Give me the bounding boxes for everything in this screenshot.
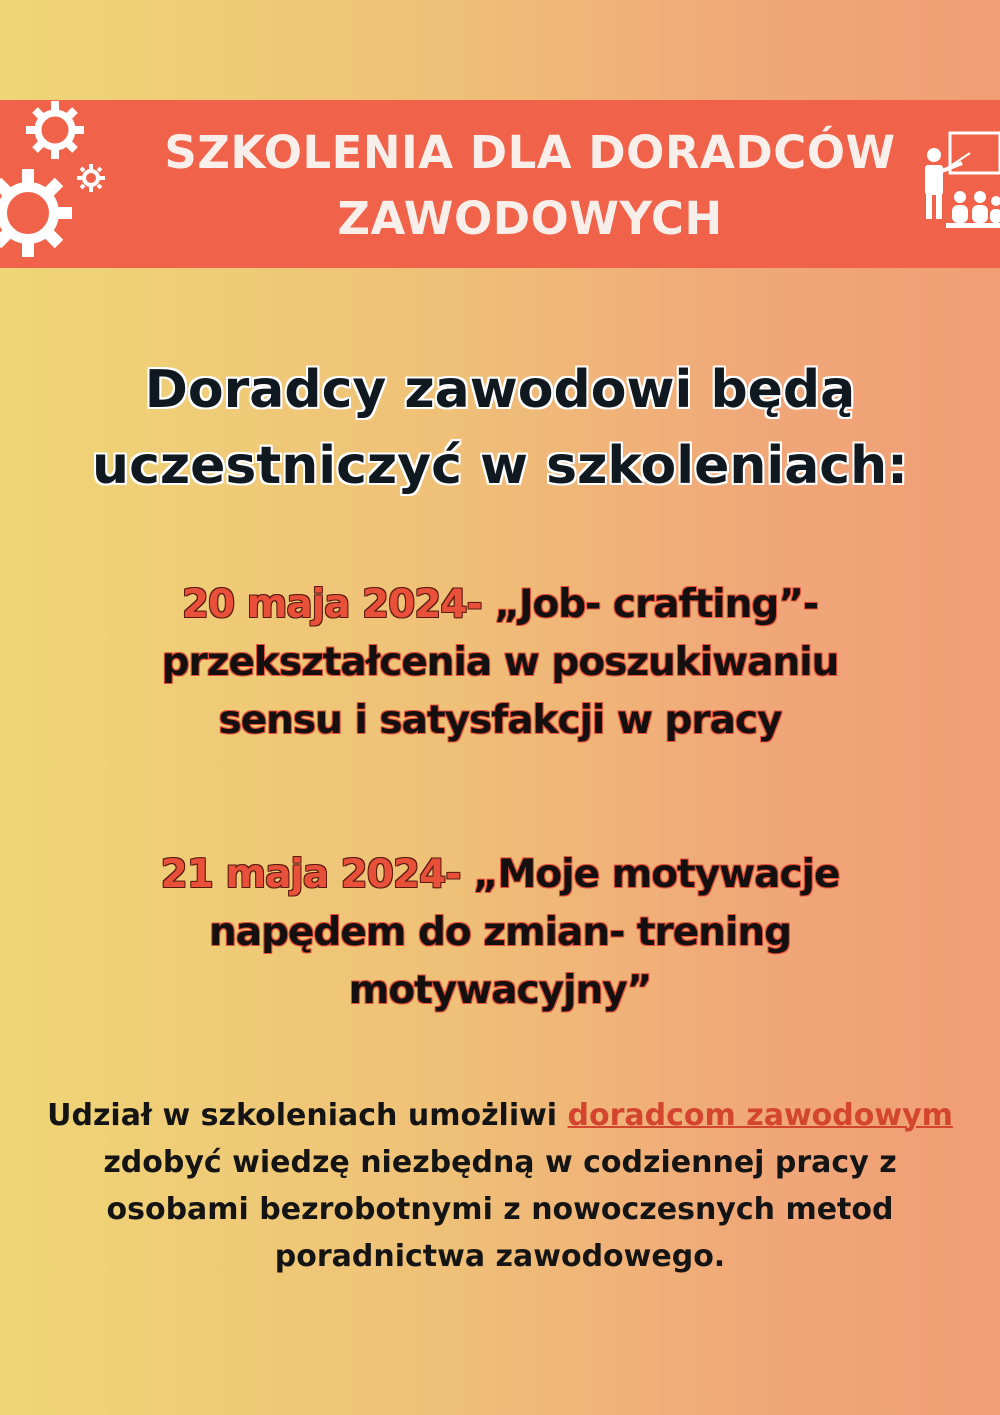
info-paragraph xyxy=(30,1092,970,1280)
gears-icon xyxy=(0,95,120,275)
training-item-1 xyxy=(100,576,900,750)
career-advisors-link[interactable]: doradcom zawodowym xyxy=(567,1098,953,1133)
training-item-2 xyxy=(100,846,900,1020)
training-title-1: „Job- crafting”- przekształcenia w poszukiwaniu sensu i satysfakcji w pracy xyxy=(161,582,839,743)
presenter-board-icon xyxy=(912,125,1000,235)
training-date-2: 21 maja 2024- xyxy=(160,852,461,897)
info-text-after: zdobyć wiedzę niezbędną w codziennej pracy z osobami bezrobotnymi z nowoczesnych metod poradnictwa zawodowego. xyxy=(103,1145,897,1274)
info-text-before: Udział w szkoleniach umożliwi xyxy=(47,1098,568,1133)
training-title-2: „Moje motywacje napędem do zmian- trening motywacyjny” xyxy=(208,852,840,1013)
banner-title: SZKOLENIA DLA DORADCÓW ZAWODOWYCH xyxy=(164,126,896,245)
training-date-1: 20 maja 2024- xyxy=(181,582,482,627)
main-heading: Doradcy zawodowi będą uczestniczyć w szkoleniach: xyxy=(92,360,908,496)
